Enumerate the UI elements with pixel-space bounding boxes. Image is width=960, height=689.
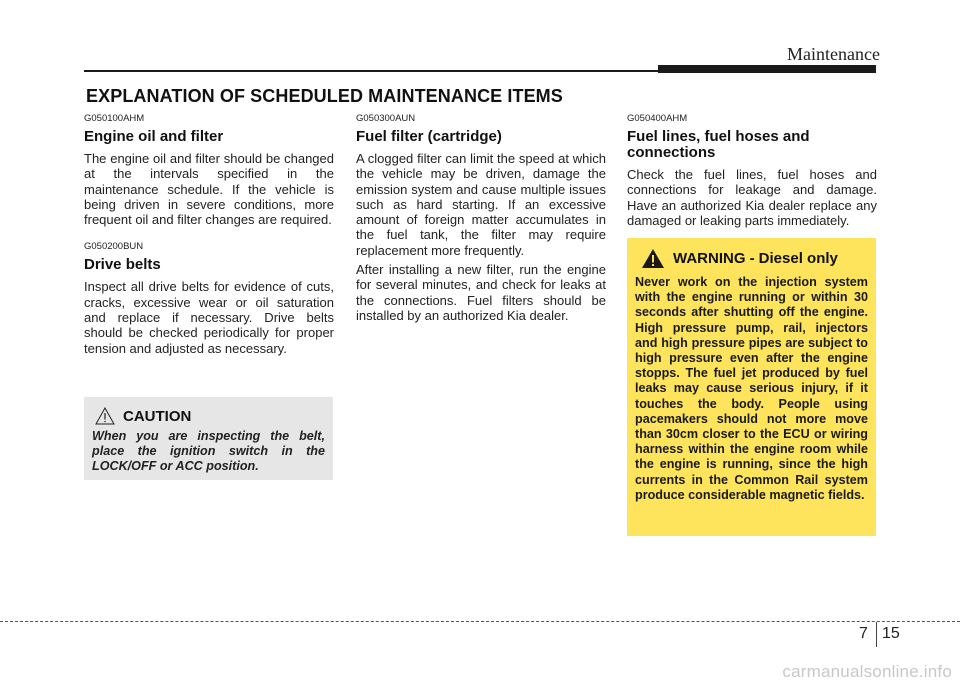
page-number: 15	[882, 625, 900, 642]
warning-text: Never work on the injection system with the engine running or within 30 seconds after shutting off the engine. High pressure pump, rail, injectors and high pressure pipes are subject to high pressure even after the engine stopps. The fuel jet produced by fuel leaks may cause serious injury, if it touches the body. People using pacemakers should not more move than 30cm closer to the ECU or wiring harness within the engine room while the engine is running, since the high currents in the Common Rail system produce considerable magnetic fields.	[635, 275, 868, 502]
item-body: The engine oil and filter should be changed at the intervals specified in the maintenance schedule. If the vehicle is being driven in severe conditions, more frequent oil and filter changes are required.	[84, 151, 334, 228]
column-1	[84, 113, 334, 356]
item-body: After installing a new filter, run the engine for several minutes, and check for leaks at the connections. Fuel filters should be installed by an authorized Kia dealer.	[356, 262, 606, 323]
warning-subtitle: Diesel only	[758, 250, 838, 267]
caution-box	[84, 397, 333, 480]
item-heading: Drive belts	[84, 256, 161, 274]
section-title: EXPLANATION OF SCHEDULED MAINTENANCE ITEMS	[86, 86, 563, 106]
item-body: Check the fuel lines, fuel hoses and connections for leakage and damage. Have an authorized Kia dealer replace any damaged or leaking parts immediately.	[627, 167, 877, 228]
column-2	[356, 113, 606, 323]
caution-header	[95, 407, 325, 425]
warning-triangle-icon	[641, 248, 665, 269]
caution-title: CAUTION	[123, 407, 192, 425]
header-bar	[658, 65, 876, 73]
caution-triangle-icon	[95, 407, 115, 425]
item-code: G050200BUN	[84, 241, 144, 253]
item-code: G050400AHM	[627, 113, 688, 124]
item-fuel-filter	[356, 113, 606, 323]
caution-text: When you are inspecting the belt, place the ignition switch in the LOCK/OFF or ACC position.	[92, 429, 325, 474]
item-fuel-lines	[627, 113, 877, 228]
item-heading: Engine oil and filter	[84, 128, 224, 145]
item-heading: Fuel lines, fuel hoses and connections	[627, 128, 810, 161]
item-engine-oil	[84, 113, 334, 227]
item-body: A clogged filter can limit the speed at which the vehicle may be driven, damage the emission system and cause multiple issues such as hard starting. If an excessive amount of foreign matter accumulates in the fuel tank, the filter may require replacement more frequently.	[356, 151, 606, 258]
watermark: carmanualsonline.info	[782, 662, 952, 681]
footer-rule	[0, 621, 960, 622]
warning-header	[641, 248, 868, 269]
item-code: G050300AUN	[356, 113, 416, 124]
item-drive-belts	[84, 241, 334, 355]
item-heading: Fuel filter (cartridge)	[356, 128, 502, 145]
item-code: G050100AHM	[84, 113, 145, 124]
column-3	[627, 113, 877, 228]
header-rule	[84, 70, 658, 72]
header-title: Maintenance	[787, 44, 880, 64]
item-body: Inspect all drive belts for evidence of cuts, cracks, excessive wear or oil saturation and replace if necessary. Drive belts should be checked periodically for proper tension and adjusted as necessary.	[84, 279, 334, 356]
warning-title: WARNING -	[673, 250, 755, 267]
page-separator	[876, 622, 877, 647]
chapter-number: 7	[859, 625, 868, 642]
warning-box	[627, 238, 876, 536]
